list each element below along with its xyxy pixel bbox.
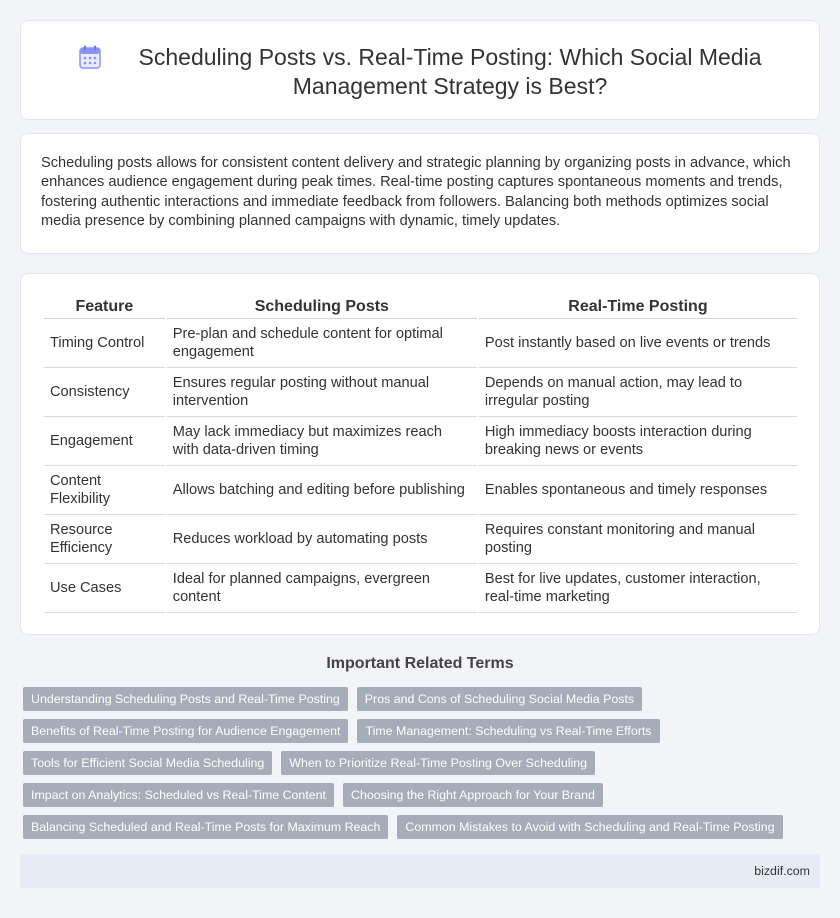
- row-real-time: Depends on manual action, may lead to irregular posting: [479, 368, 797, 417]
- related-term-link[interactable]: Understanding Scheduling Posts and Real-Time Posting: [23, 687, 348, 711]
- row-scheduling: Reduces workload by automating posts: [167, 515, 477, 564]
- related-term-link[interactable]: Pros and Cons of Scheduling Social Media Posts: [357, 687, 642, 711]
- table-row: [44, 466, 797, 515]
- row-real-time: Post instantly based on live events or trends: [479, 319, 797, 368]
- row-real-time: Enables spontaneous and timely responses: [479, 466, 797, 515]
- header-scheduling-posts: Scheduling Posts: [167, 294, 477, 319]
- summary-card: [20, 133, 820, 254]
- title-card: [20, 20, 820, 120]
- related-term-link[interactable]: Balancing Scheduled and Real-Time Posts for Maximum Reach: [23, 815, 388, 839]
- related-term-link[interactable]: Choosing the Right Approach for Your Brand: [343, 783, 603, 807]
- comparison-table: [42, 294, 799, 613]
- row-feature: Engagement: [44, 417, 165, 466]
- row-scheduling: Pre-plan and schedule content for optimal engagement: [167, 319, 477, 368]
- related-term-link[interactable]: Tools for Efficient Social Media Scheduling: [23, 751, 272, 775]
- related-term-link[interactable]: Common Mistakes to Avoid with Scheduling and Real-Time Posting: [397, 815, 782, 839]
- header-feature: Feature: [44, 294, 165, 319]
- related-term-link[interactable]: Impact on Analytics: Scheduled vs Real-Time Content: [23, 783, 334, 807]
- row-feature: Timing Control: [44, 319, 165, 368]
- related-term-link[interactable]: Time Management: Scheduling vs Real-Time Efforts: [357, 719, 659, 743]
- row-scheduling: Ensures regular posting without manual intervention: [167, 368, 477, 417]
- comparison-table-card: [20, 273, 820, 635]
- row-feature: Use Cases: [44, 564, 165, 613]
- row-scheduling: May lack immediacy but maximizes reach with data-driven timing: [167, 417, 477, 466]
- footer: [20, 854, 820, 888]
- related-terms-heading: Important Related Terms: [326, 655, 514, 672]
- table-row: [44, 368, 797, 417]
- table-row: [44, 515, 797, 564]
- footer-site-link[interactable]: bizdif.com: [754, 864, 810, 878]
- table-header-row: [44, 294, 797, 319]
- row-feature: Content Flexibility: [44, 466, 165, 515]
- row-feature: Consistency: [44, 368, 165, 417]
- row-real-time: Best for live updates, customer interaction, real-time marketing: [479, 564, 797, 613]
- summary-text: Scheduling posts allows for consistent content delivery and strategic planning by organizing posts in advance, which enhances audience engagement during peak times. Real-time posting captures spontaneous moments and trends, fostering authentic interactions and immediate feedback from followers. Balancing both methods optimizes social media presence by combining planned campaigns with dynamic, timely updates.: [41, 155, 791, 229]
- page-title: Scheduling Posts vs. Real-Time Posting: Which Social Media Management Strategy is Best?: [138, 44, 762, 99]
- table-row: [44, 417, 797, 466]
- row-scheduling: Ideal for planned campaigns, evergreen content: [167, 564, 477, 613]
- row-scheduling: Allows batching and editing before publishing: [167, 466, 477, 515]
- related-term-link[interactable]: When to Prioritize Real-Time Posting Over Scheduling: [281, 751, 595, 775]
- row-feature: Resource Efficiency: [44, 515, 165, 564]
- related-term-link[interactable]: Benefits of Real-Time Posting for Audience Engagement: [23, 719, 348, 743]
- row-real-time: High immediacy boosts interaction during breaking news or events: [479, 417, 797, 466]
- header-real-time-posting: Real-Time Posting: [479, 294, 797, 319]
- table-row: [44, 564, 797, 613]
- table-row: [44, 319, 797, 368]
- related-terms-list: [23, 687, 803, 839]
- row-real-time: Requires constant monitoring and manual posting: [479, 515, 797, 564]
